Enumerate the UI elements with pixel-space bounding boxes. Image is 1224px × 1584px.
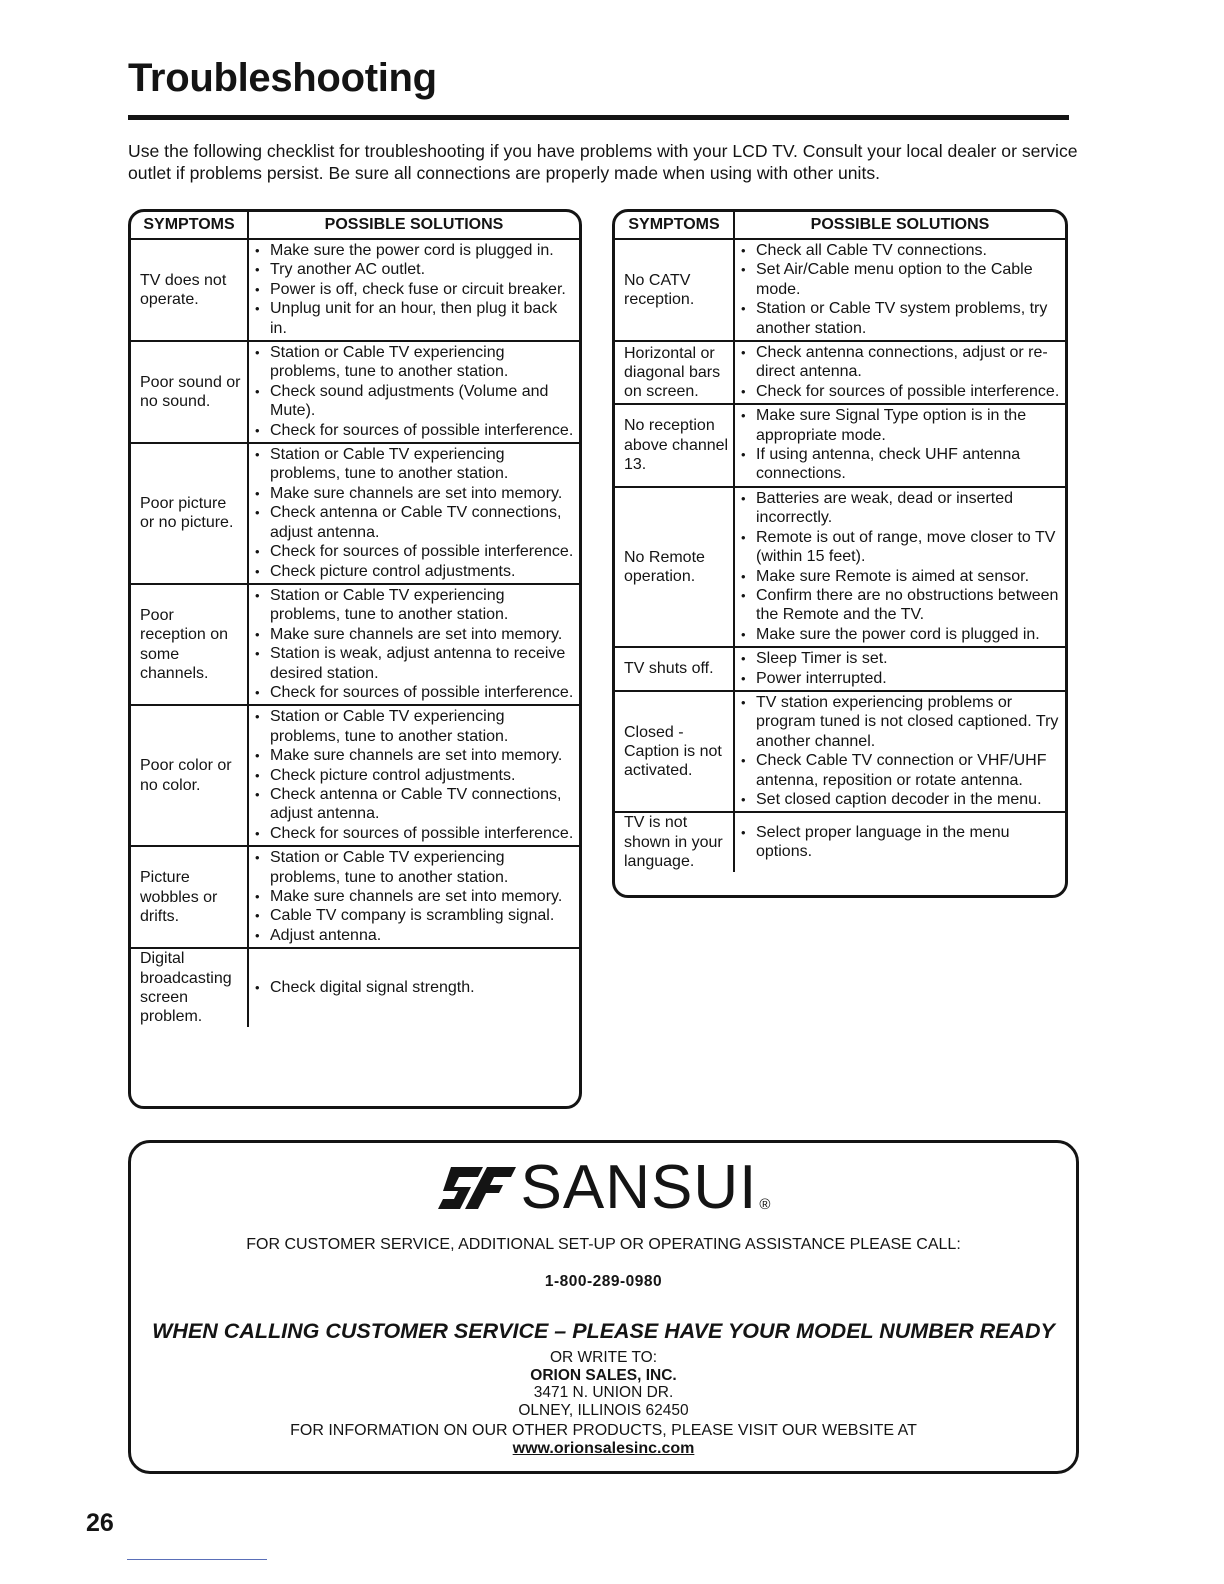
page-title: Troubleshooting (128, 56, 437, 100)
solution-item: • Power interrupted. (739, 669, 1063, 688)
solution-item: • Check digital signal strength. (253, 978, 577, 997)
solutions-list (253, 707, 577, 843)
solution-item: • Make sure the power cord is plugged in. (253, 241, 577, 260)
brand-logo (131, 1153, 1076, 1223)
solutions-list (253, 586, 577, 702)
solutions-header: POSSIBLE SOLUTIONS (248, 212, 579, 239)
mailing-address (131, 1349, 1076, 1419)
solution-item: • Cable TV company is scrambling signal. (253, 906, 577, 925)
city-address: OLNEY, ILLINOIS 62450 (518, 1401, 689, 1419)
solution-item: • Make sure Signal Type option is in the appropriate mode. (739, 406, 1063, 445)
solution-item: • Batteries are weak, dead or inserted incorrectly. (739, 489, 1063, 528)
solution-item: • Station or Cable TV experiencing problems, tune to another station. (253, 707, 577, 746)
symptoms-header: SYMPTOMS (131, 212, 248, 239)
phone-number: 1-800-289-0980 (544, 1273, 663, 1290)
title-rule (128, 115, 1069, 120)
symptom-row (131, 705, 579, 846)
solution-item: • Check for sources of possible interference. (253, 421, 577, 440)
solutions-list (739, 823, 1063, 862)
solution-item: • Make sure Remote is aimed at sensor. (739, 567, 1063, 586)
symptom-cell: TV shuts off. (615, 647, 734, 691)
symptom-row (615, 487, 1065, 647)
solutions-cell (248, 846, 579, 948)
solutions-list (739, 406, 1063, 484)
model-number-notice: WHEN CALLING CUSTOMER SERVICE – PLEASE HAVE YOUR MODEL NUMBER READY (152, 1319, 1055, 1343)
solution-item: • Try another AC outlet. (253, 260, 577, 279)
symptom-cell: Digital broadcasting screen problem. (131, 948, 248, 1027)
customer-service-box (128, 1140, 1079, 1474)
solutions-list (253, 848, 577, 945)
symptom-cell: Picture wobbles or drifts. (131, 846, 248, 948)
symptom-row (131, 846, 579, 948)
solution-item: • Station or Cable TV experiencing problems, tune to another station. (253, 586, 577, 625)
solutions-list (253, 445, 577, 581)
solution-item: • Remote is out of range, move closer to TV (within 15 feet). (739, 528, 1063, 567)
symptom-cell: No Remote operation. (615, 487, 734, 647)
website-link[interactable]: www.orionsalesinc.com (512, 1440, 695, 1457)
solution-item: • Make sure channels are set into memory. (253, 625, 577, 644)
solutions-cell (248, 705, 579, 846)
website-info (131, 1422, 1076, 1458)
solutions-header: POSSIBLE SOLUTIONS (734, 212, 1065, 239)
symptom-row (615, 341, 1065, 404)
solution-item: • Set closed caption decoder in the menu. (739, 790, 1063, 809)
solution-item: • Sleep Timer is set. (739, 649, 1063, 668)
solution-item: • Check sound adjustments (Volume and Mute). (253, 382, 577, 421)
symptom-row (131, 239, 579, 341)
solutions-list (739, 693, 1063, 809)
solution-item: • Adjust antenna. (253, 926, 577, 945)
solution-item: • Station or Cable TV system problems, try another station. (739, 299, 1063, 338)
solutions-list (739, 489, 1063, 644)
solution-item: • Make sure channels are set into memory. (253, 746, 577, 765)
symptom-cell: TV is not shown in your language. (615, 812, 734, 871)
symptom-cell: Closed - Caption is not activated. (615, 691, 734, 812)
solution-item: • Check for sources of possible interference. (739, 382, 1063, 401)
symptom-row (615, 647, 1065, 691)
symptom-cell: Poor reception on some channels. (131, 584, 248, 705)
sansui-logo-icon (437, 1163, 517, 1213)
registered-mark: ® (759, 1196, 771, 1213)
solution-item: • Check picture control adjustments. (253, 562, 577, 581)
website-line: FOR INFORMATION ON OUR OTHER PRODUCTS, PLEASE VISIT OUR WEBSITE AT (290, 1422, 917, 1439)
symptom-cell: Poor sound or no sound. (131, 341, 248, 443)
intro-paragraph: Use the following checklist for troubleshooting if you have problems with your LCD TV. Consult your local dealer or service outlet if problems persist. Be sure all connections are properly made when using with other units. (128, 141, 1078, 183)
symptom-cell: No CATV reception. (615, 239, 734, 341)
symptom-cell: Poor picture or no picture. (131, 443, 248, 584)
solutions-cell (248, 948, 579, 1027)
street-address: 3471 N. UNION DR. (533, 1384, 674, 1401)
solutions-cell (734, 341, 1065, 404)
solution-item: • Station or Cable TV experiencing problems, tune to another station. (253, 343, 577, 382)
solution-item: • Power is off, check fuse or circuit breaker. (253, 280, 577, 299)
solution-item: • If using antenna, check UHF antenna connections. (739, 445, 1063, 484)
symptom-row (131, 948, 579, 1027)
solutions-cell (248, 584, 579, 705)
solution-item: • Check antenna or Cable TV connections, adjust antenna. (253, 785, 577, 824)
solutions-list (253, 241, 577, 338)
page-number: 26 (86, 1509, 114, 1537)
solution-item: • Check picture control adjustments. (253, 766, 577, 785)
solutions-cell (248, 443, 579, 584)
solutions-cell (734, 239, 1065, 341)
solution-item: • Confirm there are no obstructions between the Remote and the TV. (739, 586, 1063, 625)
solutions-list (253, 978, 577, 997)
symptom-row (131, 341, 579, 443)
symptom-row (615, 239, 1065, 341)
solutions-cell (248, 239, 579, 341)
solution-item: • Set Air/Cable menu option to the Cable mode. (739, 260, 1063, 299)
solution-item: • Make sure the power cord is plugged in. (739, 625, 1063, 644)
solutions-cell (734, 691, 1065, 812)
solution-item: • Make sure channels are set into memory. (253, 484, 577, 503)
solution-item: • Check for sources of possible interference. (253, 824, 577, 843)
symptom-row (131, 443, 579, 584)
troubleshooting-table-right (612, 209, 1068, 898)
symptom-row (615, 691, 1065, 812)
solutions-list (253, 343, 577, 440)
symptom-row (615, 404, 1065, 487)
solution-item: • Station or Cable TV experiencing problems, tune to another station. (253, 445, 577, 484)
symptom-cell: TV does not operate. (131, 239, 248, 341)
troubleshooting-table-left (128, 209, 582, 1109)
solutions-cell (248, 341, 579, 443)
solutions-cell (734, 812, 1065, 871)
solution-item: • Check antenna connections, adjust or re-direct antenna. (739, 343, 1063, 382)
solutions-list (739, 649, 1063, 688)
solution-item: • Make sure channels are set into memory. (253, 887, 577, 906)
solution-item: • Station or Cable TV experiencing problems, tune to another station. (253, 848, 577, 887)
solution-item: • Check Cable TV connection or VHF/UHF antenna, reposition or rotate antenna. (739, 751, 1063, 790)
solutions-cell (734, 404, 1065, 487)
solution-item: • TV station experiencing problems or program tuned is not closed captioned. Try another channel. (739, 693, 1063, 751)
solutions-list (739, 343, 1063, 401)
solution-item: • Check all Cable TV connections. (739, 241, 1063, 260)
symptom-cell: Poor color or no color. (131, 705, 248, 846)
logo-text: SANSUI (520, 1153, 758, 1222)
footer-rule (127, 1559, 267, 1560)
solution-item: • Unplug unit for an hour, then plug it back in. (253, 299, 577, 338)
solutions-list (739, 241, 1063, 338)
customer-service-line: FOR CUSTOMER SERVICE, ADDITIONAL SET-UP OR OPERATING ASSISTANCE PLEASE CALL: (246, 1236, 961, 1253)
solution-item: • Check antenna or Cable TV connections, adjust antenna. (253, 503, 577, 542)
solution-item: • Check for sources of possible interference. (253, 683, 577, 702)
solutions-cell (734, 647, 1065, 691)
symptom-cell: No reception above channel 13. (615, 404, 734, 487)
symptoms-header: SYMPTOMS (615, 212, 734, 239)
symptom-cell: Horizontal or diagonal bars on screen. (615, 341, 734, 404)
solution-item: • Station is weak, adjust antenna to receive desired station. (253, 644, 577, 683)
write-to-label: OR WRITE TO: (549, 1349, 658, 1366)
symptom-row (131, 584, 579, 705)
symptom-row (615, 812, 1065, 871)
company-name: ORION SALES, INC. (530, 1366, 677, 1384)
solution-item: • Check for sources of possible interference. (253, 542, 577, 561)
solution-item: • Select proper language in the menu options. (739, 823, 1063, 862)
solutions-cell (734, 487, 1065, 647)
